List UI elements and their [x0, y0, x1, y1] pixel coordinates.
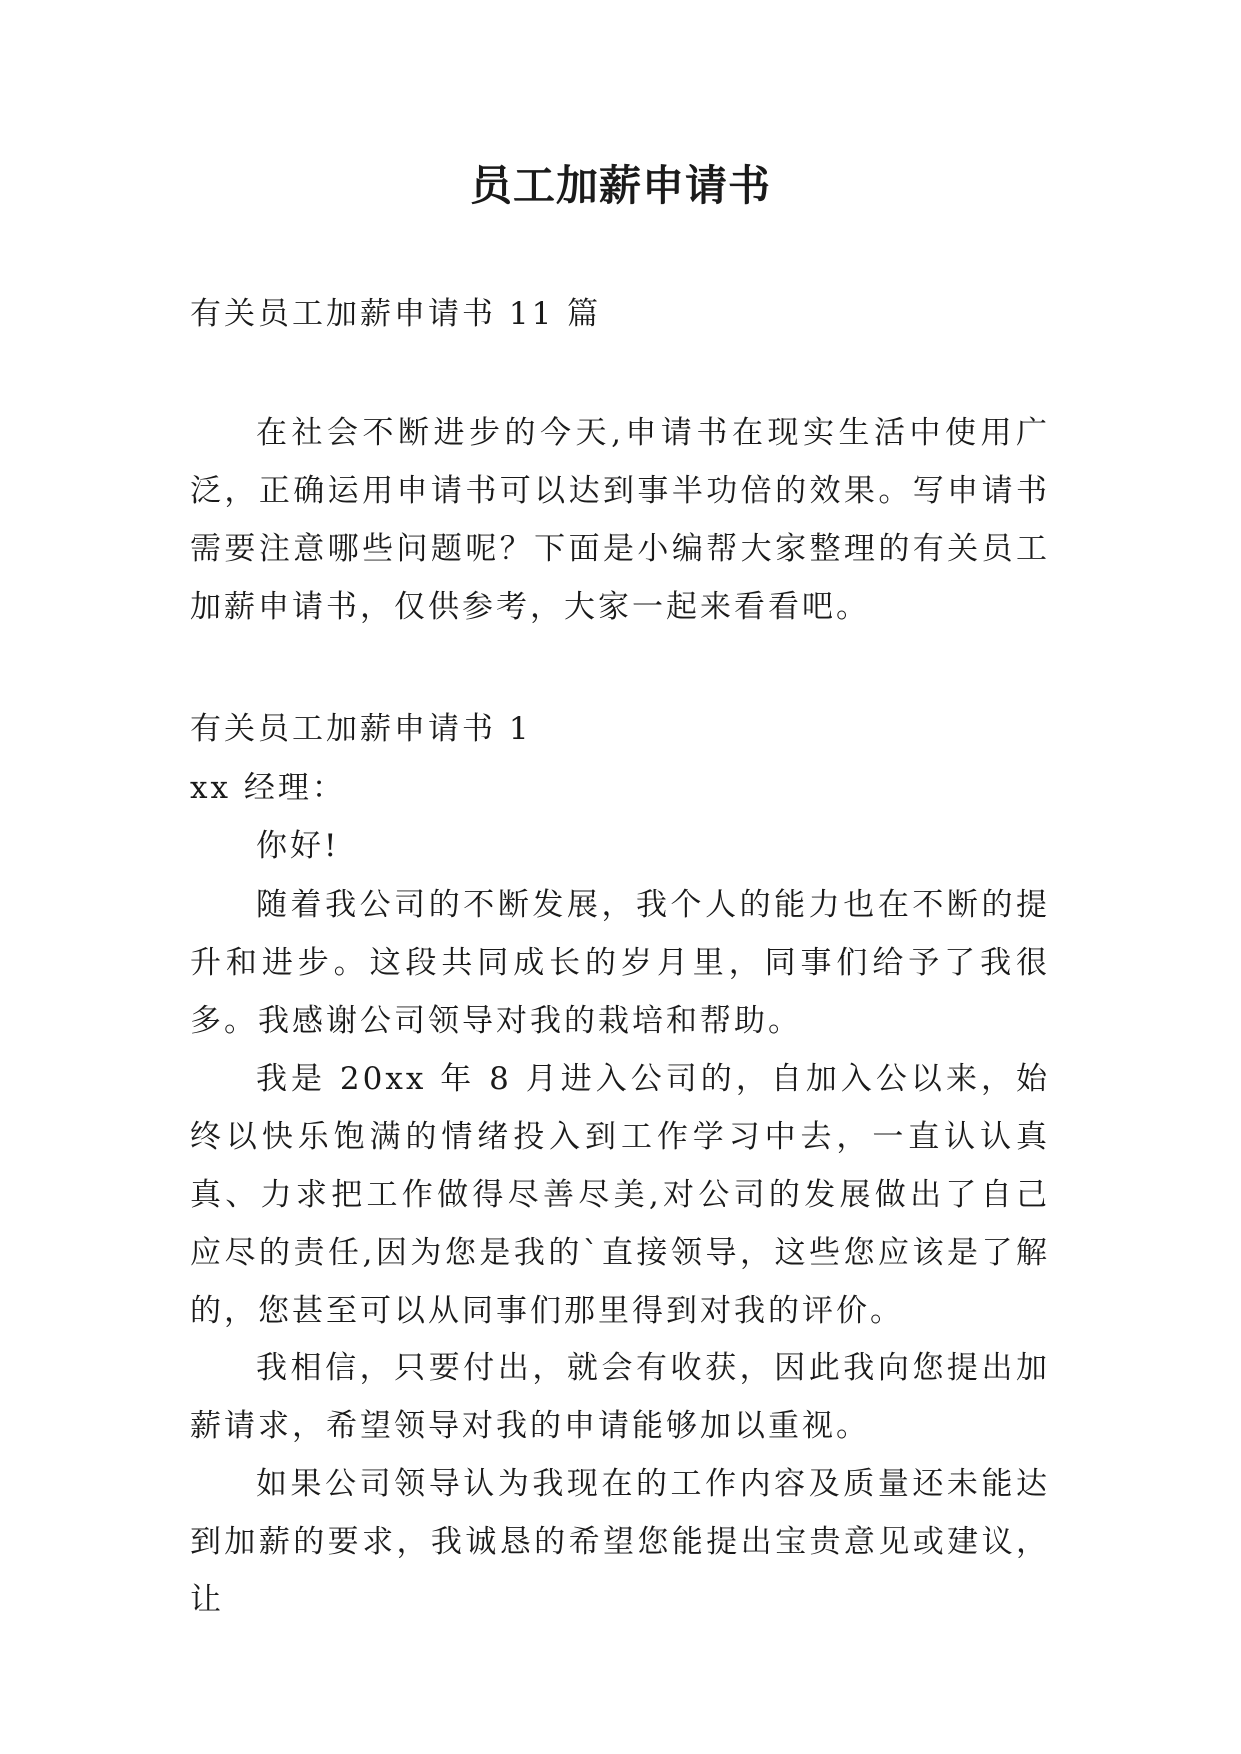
section-heading: 有关员工加薪申请书 1	[190, 711, 532, 747]
document-subtitle: 有关员工加薪申请书 11 篇	[190, 296, 602, 332]
body-paragraph: 如果公司领导认为我现在的工作内容及质量还未能达到加薪的要求，我诚恳的希望您能提出宝贵意见或建议，让	[190, 1466, 1050, 1618]
body-paragraph: 我是 20xx 年 8 月进入公司的，自加入公以来，始终以快乐饱满的情绪投入到工作学习中去，一直认认真真、力求把工作做得尽善尽美,对公司的发展做出了自己应尽的责任,因为您是我的`直接领导，这些您应该是了解的，您甚至可以从同事们那里得到对我的评价。	[190, 1061, 1050, 1329]
body-paragraph: 我相信，只要付出，就会有收获，因此我向您提出加薪请求，希望领导对我的申请能够加以重视。	[190, 1350, 1050, 1444]
greeting: 你好!	[256, 828, 340, 864]
intro-paragraph: 在社会不断进步的今天,申请书在现实生活中使用广泛，正确运用申请书可以达到事半功倍的效果。写申请书需要注意哪些问题呢？下面是小编帮大家整理的有关员工加薪申请书，仅供参考，大家一起来看看吧。	[190, 415, 1050, 625]
body-paragraph: 随着我公司的不断发展，我个人的能力也在不断的提升和进步。这段共同成长的岁月里，同事们给予了我很多。我感谢公司领导对我的栽培和帮助。	[190, 887, 1050, 1039]
salutation: xx 经理：	[190, 770, 346, 806]
document-title: 员工加薪申请书	[469, 161, 771, 210]
